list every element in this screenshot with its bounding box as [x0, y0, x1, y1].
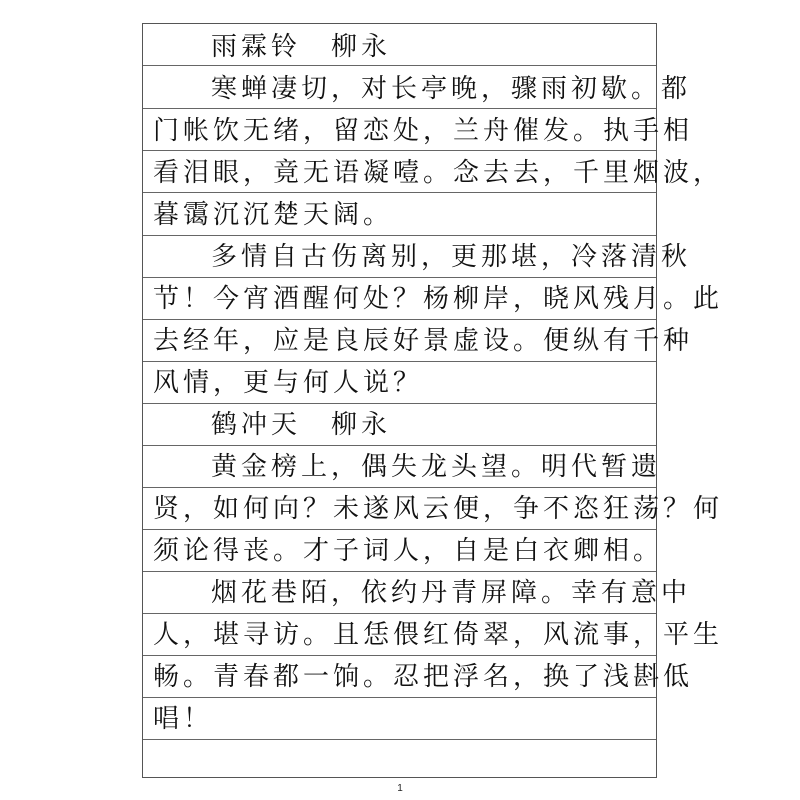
- poem2-paragraph1-line2: 贤，如何向？未遂风云便，争不恣狂荡？何: [153, 494, 724, 524]
- poem1-paragraph1-line1: 寒蝉凄切，对长亭晚，骤雨初歇。都: [211, 74, 692, 104]
- page-number: 1: [397, 783, 403, 794]
- ruled-writing-sheet: [142, 23, 724, 778]
- poem2-paragraph2-line2: 人，堪寻访。且恁偎红倚翠，风流事，平生: [153, 620, 724, 650]
- poem1-paragraph2-line4: 风情，更与何人说？: [153, 368, 424, 398]
- poem1-paragraph2-line3: 去经年，应是良辰好景虚设。便纵有千种: [153, 326, 694, 356]
- poem2-paragraph1-line1: 黄金榜上，偶失龙头望。明代暂遗: [211, 452, 662, 482]
- poem1-paragraph2-line2: 节！今宵酒醒何处？杨柳岸，晓风残月。此: [153, 284, 724, 314]
- poem2-paragraph1-line3: 须论得丧。才子词人，自是白衣卿相。: [153, 536, 664, 566]
- poem1-paragraph1-line4: 暮霭沉沉楚天阔。: [153, 200, 394, 230]
- poem2-paragraph2-line1: 烟花巷陌，依约丹青屏障。幸有意中: [211, 578, 692, 608]
- poem-title-yulinling: 雨霖铃 柳永: [211, 32, 392, 62]
- poem-title-hechongtian: 鹤冲天 柳永: [211, 410, 392, 440]
- poem2-paragraph2-line3: 畅。青春都一饷。忍把浮名，换了浅斟低: [153, 662, 694, 692]
- poem1-paragraph1-line2: 门帐饮无绪，留恋处，兰舟催发。执手相: [153, 116, 694, 146]
- poem2-paragraph2-line4: 唱！: [153, 704, 214, 734]
- poem1-paragraph1-line3: 看泪眼，竟无语凝噎。念去去，千里烟波，: [153, 158, 724, 188]
- poem-text-layer: [143, 24, 724, 777]
- poem1-paragraph2-line1: 多情自古伤离别，更那堪，冷落清秋: [211, 242, 692, 272]
